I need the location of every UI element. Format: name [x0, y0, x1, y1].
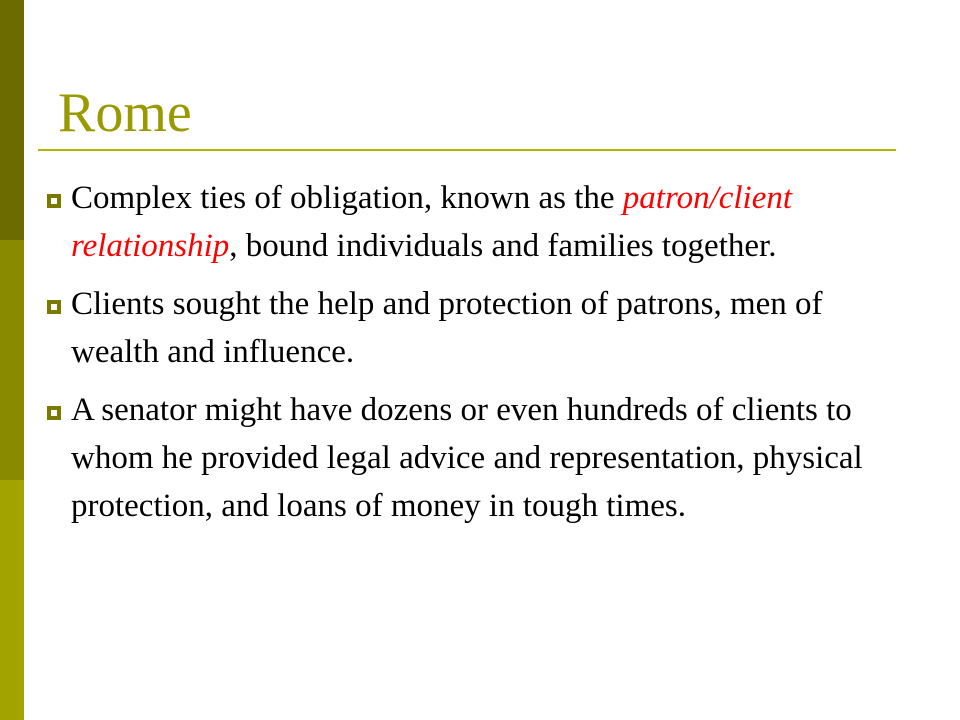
bullet-text: A senator might have dozens or even hundreds of clients to whom he provided legal advice and representation, physical protection, and loans of money in tough times. [71, 392, 863, 524]
sidebar-segment-middle [0, 240, 24, 480]
square-bullet-icon [47, 406, 61, 420]
slide-title: Rome [58, 82, 192, 144]
square-bullet-icon [47, 194, 61, 208]
bullet-list [44, 174, 904, 540]
bullet-text: Clients sought the help and protection of patrons, men of wealth and influence. [71, 286, 823, 370]
title-divider [38, 149, 896, 151]
sidebar-segment-bottom [0, 480, 24, 720]
square-bullet-icon [47, 300, 61, 314]
bullet-item-patron-client [44, 174, 904, 270]
bullet-text-before: Complex ties of obligation, known as the [71, 180, 615, 216]
sidebar-accent [0, 0, 24, 720]
bullet-item-clients [44, 280, 904, 376]
bullet-text-after: , bound individuals and families together. [229, 228, 777, 264]
emphasis-term: patron/client relationship [71, 180, 793, 264]
bullet-item-senator [44, 386, 904, 530]
sidebar-segment-top [0, 0, 24, 240]
